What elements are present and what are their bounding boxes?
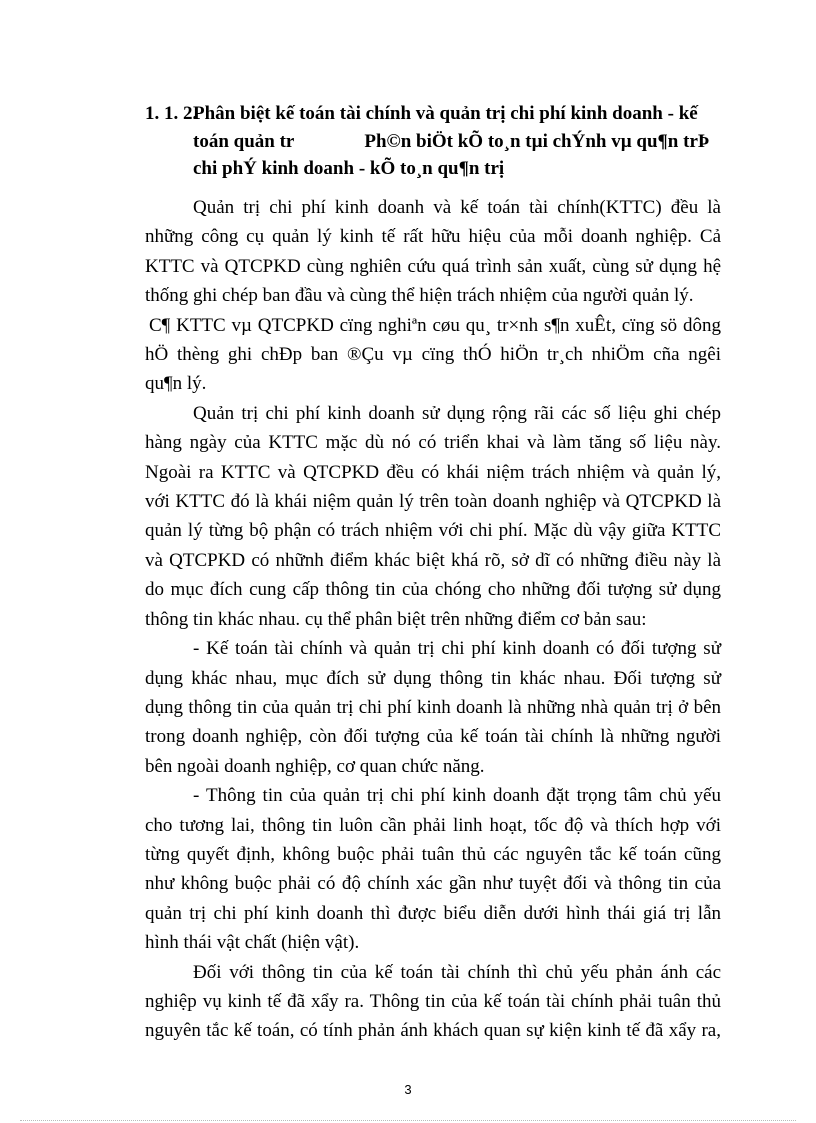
heading-garbled-title-part-1: Ph©n biÖt kÕ to¸n tµi chÝnh vµ qu¶n trÞ	[364, 130, 710, 152]
paragraph	[145, 958, 721, 1046]
page-bottom-divider	[20, 1120, 796, 1121]
paragraph-line: do mục đích cung cấp thông tin của chóng cho những đối tượng sử dụng	[145, 579, 721, 601]
paragraph-line: hình thái vật chất (hiện vật).	[145, 932, 360, 954]
paragraph	[145, 399, 721, 634]
paragraph-line: C¶ KTTC vµ QTCPKD cïng nghiªn cøu qu¸ tr×nh s¶n xuÊt, cïng sö dông	[149, 314, 721, 336]
heading-title-part-1: Phân biệt kế toán tài chính và quản trị chi phí kinh doanh - kế	[193, 103, 698, 124]
page-number: 3	[404, 1082, 412, 1097]
paragraph-line: qu¶n lý.	[145, 373, 207, 395]
paragraph-line: nghiệp vụ kinh tế đã xẩy ra. Thông tin của kế toán tài chính phải tuân thủ	[145, 990, 721, 1012]
section-number: 1. 1. 2.	[145, 103, 198, 124]
paragraph-line: những công cụ quản lý kinh tế rất hữu hiệu của mỗi doanh nghiệp. Cả	[145, 226, 721, 248]
paragraph-line: Ngoài ra KTTC và QTCPKD đều có khái niệm trách nhiệm và quản lý,	[145, 461, 721, 483]
paragraph	[145, 634, 721, 781]
paragraph-line: Quản trị chi phí kinh doanh và kế toán tài chính(KTTC) đều là	[193, 197, 721, 218]
paragraph-line: Đối với thông tin của kế toán tài chính thì chủ yếu phản ánh các	[193, 961, 721, 983]
paragraph-line: trong doanh nghiệp, còn đối tượng của kế toán tài chính là những người	[145, 726, 721, 748]
paragraph-line: - Kế toán tài chính và quản trị chi phí kinh doanh có đối tượng sử	[193, 638, 721, 660]
paragraph-line: hÖ thèng ghi chÐp ban ®Çu vµ cïng thÓ hiÖn tr¸ch nhiÖm cña ngêi	[145, 344, 721, 366]
paragraph	[145, 781, 721, 957]
paragraph-line: với KTTC đó là khái niệm quản lý trên toàn doanh nghiệp và QTCPKD là	[145, 491, 721, 513]
section-heading	[145, 100, 735, 183]
heading-garbled-title-part-2: chi phÝ kinh doanh - kÕ to¸n qu¶n trị	[193, 158, 505, 179]
body-text	[145, 193, 721, 1046]
paragraph-line: KTTC và QTCPKD cùng nghiên cứu quá trình sản xuất, cùng sử dụng hệ	[145, 255, 721, 277]
paragraph	[145, 193, 721, 399]
heading-title-part-2: toán quản tr	[193, 130, 295, 152]
paragraph-line: Quản trị chi phí kinh doanh sử dụng rộng rãi các số liệu ghi chép	[193, 402, 721, 424]
heading-line-1	[145, 100, 735, 128]
paragraph-line: hàng ngày của KTTC mặc dù nó có triển khai và làm tăng số liệu này.	[145, 432, 721, 454]
paragraph-line: từng quyết định, không buộc phải tuân thủ các nguyên tắc kế toán cũng	[145, 843, 721, 865]
paragraph-line: thông tin khác nhau. cụ thể phân biệt trên những điểm cơ bản sau:	[145, 608, 647, 630]
paragraph-line: - Thông tin của quản trị chi phí kinh doanh đặt trọng tâm chủ yếu	[193, 785, 721, 807]
heading-line-3	[145, 155, 735, 183]
paragraph-line: như không buộc phải có độ chính xác gần như tuyệt đối và thông tin của	[145, 873, 721, 895]
paragraph-line: bên ngoài doanh nghiệp, cơ quan chức năng.	[145, 755, 485, 777]
paragraph-line: và QTCPKD có nhữnh điểm khác biệt khá rõ, sở dĩ có những điều này là	[145, 549, 721, 571]
paragraph-line: quản trị chi phí kinh doanh thì được biểu diễn dưới hình thái giá trị lẫn	[145, 902, 721, 924]
paragraph-line: dụng khác nhau, mục đích sử dụng thông tin khác nhau. Đối tượng sử	[145, 667, 721, 689]
paragraph-line: quản lý từng bộ phận có trách nhiệm với chi phí. Mặc dù vậy giữa KTTC	[145, 520, 721, 542]
paragraph-line: thống ghi chép ban đầu và cùng thể hiện trách nhiệm của người quản lý.	[145, 285, 694, 307]
paragraph-line: cho tương lai, thông tin luôn cần phải linh hoạt, tốc độ và thích hợp với	[145, 814, 721, 836]
paragraph-line: dụng thông tin của quản trị chi phí kinh doanh là những nhà quản trị ở bên	[145, 696, 721, 718]
paragraph-line: nguyên tắc kế toán, có tính phản ánh khách quan sự kiện kinh tế đã xẩy ra,	[145, 1020, 721, 1042]
heading-line-2	[145, 128, 735, 156]
